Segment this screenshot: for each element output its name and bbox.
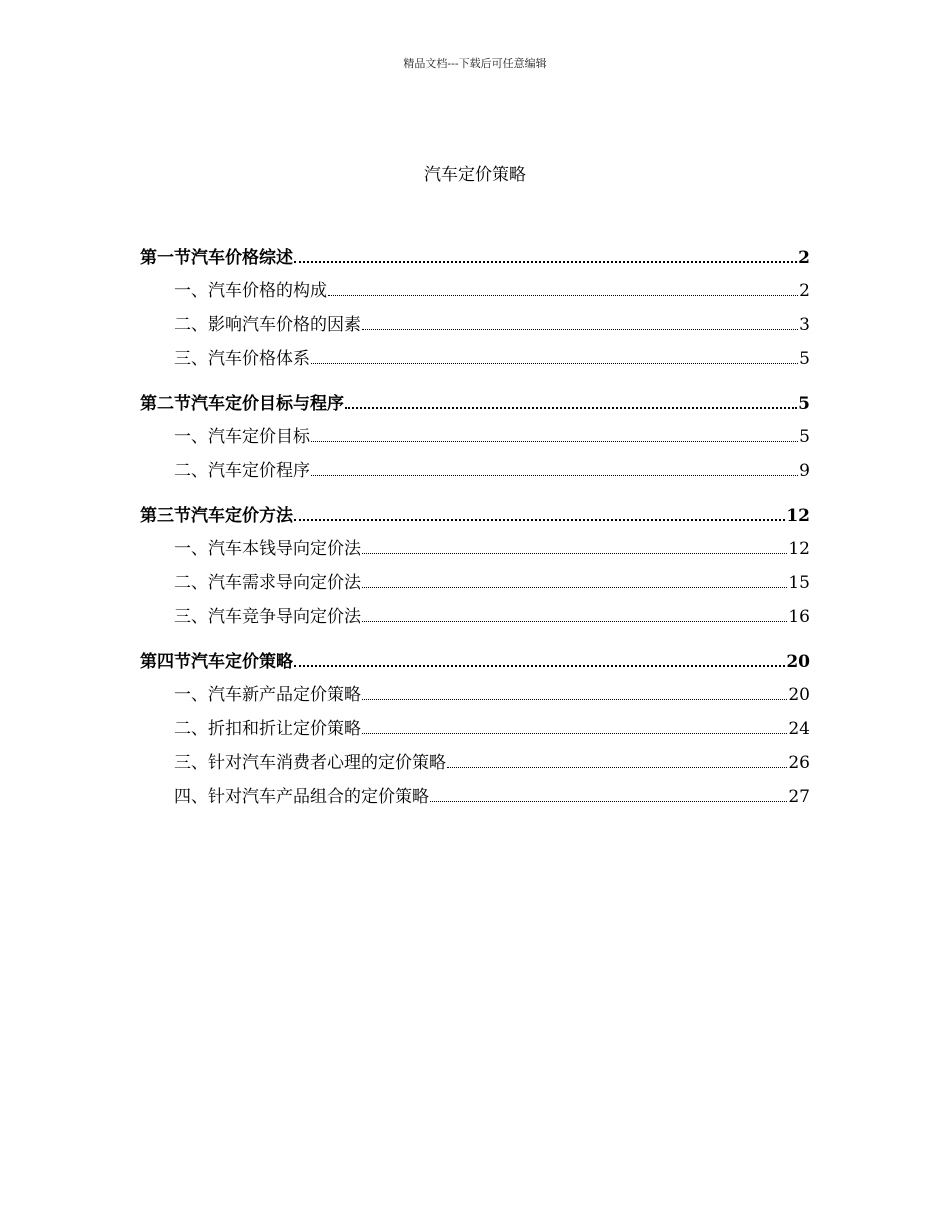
dot-leader [362, 681, 787, 700]
toc-page-number: 9 [799, 461, 810, 481]
toc-entry[interactable] [140, 311, 810, 345]
dot-leader [294, 501, 785, 521]
toc-page-number: 3 [799, 315, 810, 335]
toc-entry-label: 二、汽车定价程序 [174, 461, 310, 481]
toc-page-number: 16 [788, 607, 810, 627]
toc-entry[interactable] [140, 783, 810, 817]
toc-entry[interactable] [140, 681, 810, 715]
toc-entry-label: 一、汽车本钱导向定价法 [174, 539, 361, 559]
toc-section-1 [140, 243, 810, 379]
dot-leader [362, 535, 787, 554]
toc-entry-label: 一、汽车价格的构成 [174, 281, 327, 301]
toc-page-number: 15 [788, 573, 810, 593]
table-of-contents [140, 243, 810, 827]
dot-leader [311, 345, 798, 364]
toc-entry-label: 三、汽车竞争导向定价法 [174, 607, 361, 627]
dot-leader [362, 311, 798, 330]
toc-page-number: 2 [799, 281, 810, 301]
toc-entry[interactable] [140, 603, 810, 637]
toc-page-number: 12 [786, 506, 810, 526]
toc-entry-label: 第三节汽车定价方法 [140, 506, 293, 526]
toc-entry-label: 第一节汽车价格综述 [140, 248, 293, 268]
dot-leader [345, 389, 797, 409]
toc-entry-section[interactable] [140, 647, 810, 681]
toc-entry-label: 一、汽车定价目标 [174, 427, 310, 447]
dot-leader [447, 749, 787, 768]
toc-page-number: 20 [786, 652, 810, 672]
toc-section-2 [140, 389, 810, 491]
toc-entry-label: 第四节汽车定价策略 [140, 652, 293, 672]
dot-leader [294, 647, 785, 667]
toc-entry[interactable] [140, 535, 810, 569]
toc-entry[interactable] [140, 569, 810, 603]
document-title: 汽车定价策略 [424, 165, 526, 185]
toc-entry[interactable] [140, 423, 810, 457]
toc-page-number: 5 [799, 349, 810, 369]
toc-entry-label: 二、折扣和折让定价策略 [174, 719, 361, 739]
dot-leader [362, 569, 787, 588]
toc-page-number: 20 [788, 685, 810, 705]
toc-entry-label: 第二节汽车定价目标与程序 [140, 394, 344, 414]
toc-section-4 [140, 647, 810, 817]
dot-leader [311, 457, 798, 476]
toc-page-number: 27 [788, 787, 810, 807]
toc-entry-section[interactable] [140, 389, 810, 423]
toc-entry[interactable] [140, 345, 810, 379]
dot-leader [430, 783, 787, 802]
toc-section-3 [140, 501, 810, 637]
toc-entry[interactable] [140, 749, 810, 783]
dot-leader [311, 423, 798, 442]
toc-page-number: 2 [798, 248, 810, 268]
toc-page-number: 26 [788, 753, 810, 773]
toc-entry-label: 三、汽车价格体系 [174, 349, 310, 369]
toc-entry-label: 三、针对汽车消费者心理的定价策略 [174, 753, 446, 773]
toc-entry[interactable] [140, 715, 810, 749]
toc-page-number: 24 [788, 719, 810, 739]
dot-leader [362, 603, 787, 622]
toc-entry-label: 四、针对汽车产品组合的定价策略 [174, 787, 429, 807]
dot-leader [328, 277, 798, 296]
toc-page-number: 12 [788, 539, 810, 559]
dot-leader [362, 715, 787, 734]
toc-entry-section[interactable] [140, 243, 810, 277]
toc-entry[interactable] [140, 277, 810, 311]
page-header-note: 精品文档---下载后可任意编辑 [403, 57, 547, 70]
toc-entry-label: 二、影响汽车价格的因素 [174, 315, 361, 335]
dot-leader [294, 243, 797, 263]
toc-entry-label: 二、汽车需求导向定价法 [174, 573, 361, 593]
toc-page-number: 5 [799, 427, 810, 447]
toc-entry-section[interactable] [140, 501, 810, 535]
toc-page-number: 5 [798, 394, 810, 414]
toc-entry[interactable] [140, 457, 810, 491]
toc-entry-label: 一、汽车新产品定价策略 [174, 685, 361, 705]
